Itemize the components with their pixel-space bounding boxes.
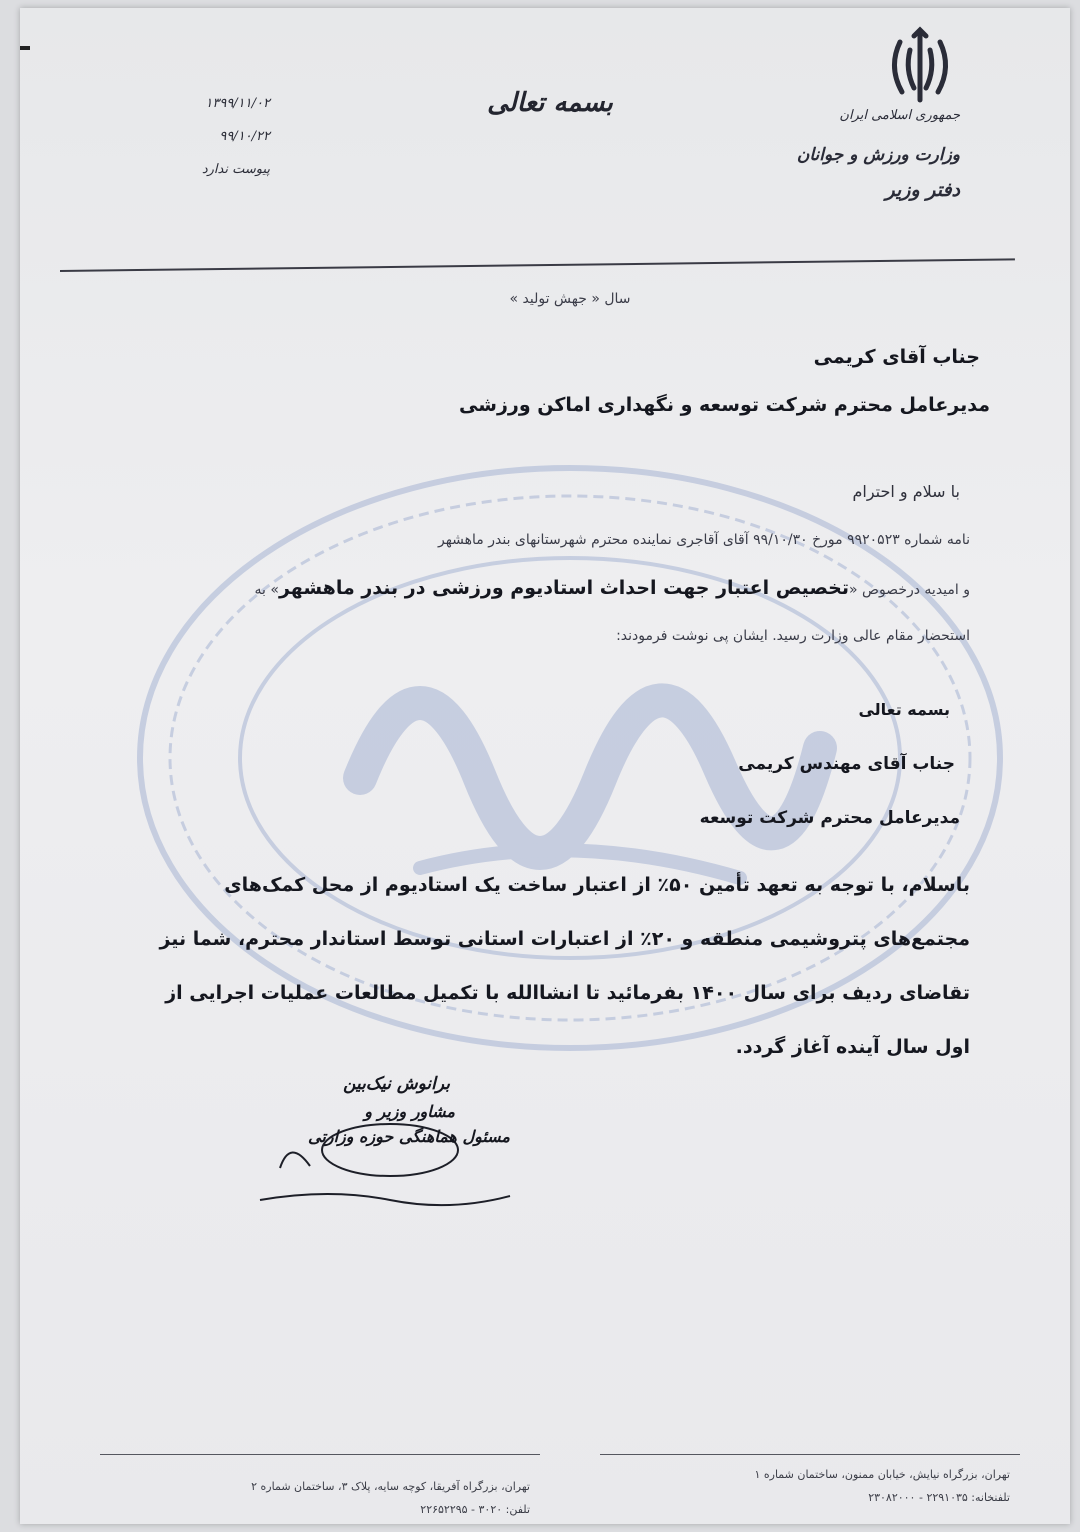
greeting: با سلام و احترام: [852, 482, 960, 501]
body-paragraph-3: استحضار مقام عالی وزارت رسید. ایشان پی نوشت فرمودند:: [616, 628, 970, 644]
note-basmala: بسمه تعالی: [858, 700, 950, 719]
org-country: جمهوری اسلامی ایران: [839, 108, 960, 123]
note-line: تقاضای ردیف برای سال ۱۴۰۰ بفرمائید تا انشاالله با تکمیل مطالعات عملیات اجرایی از: [165, 982, 970, 1004]
footer-divider-right: [600, 1454, 1020, 1455]
subject-highlight: تخصیص اعتبار جهت احداث استادیوم ورزشی در بندر ماهشهر: [278, 577, 849, 599]
note-line: مجتمع‌های پتروشیمی منطقه و ۲۰٪ از اعتبارات استانی توسط استاندار محترم، شما نیز: [159, 928, 970, 950]
org-ministry: وزارت ورزش و جوانان: [796, 145, 960, 165]
org-office: دفتر وزیر: [885, 179, 960, 201]
header-basmala: بسمه تعالی: [487, 88, 613, 118]
signer-position-2: مسئول هماهنگی حوزه وزارتی: [308, 1127, 510, 1146]
body-paragraph-2: [190, 570, 970, 608]
footer-left-address: تهران، بزرگراه آفریقا، کوچه سایه، پلاک ۳، ساختمان شماره ۲: [251, 1480, 530, 1493]
note-line: اول سال آینده آغاز گردد.: [735, 1036, 970, 1058]
header-divider: [60, 258, 1015, 272]
note-position: مدیرعامل محترم شرکت توسعه: [699, 808, 960, 828]
recipient-position: مدیرعامل محترم شرکت توسعه و نگهداری اماکن ورزشی: [459, 394, 990, 416]
para-2-prefix: و امیدیه درخصوص «: [849, 582, 970, 598]
para-2-suffix: » به: [254, 582, 279, 598]
edge-mark: [20, 46, 30, 50]
iran-emblem-icon: [870, 22, 970, 112]
footer-address-left: [110, 1480, 530, 1524]
note-text: [110, 858, 970, 1074]
body-paragraph-1: نامه شماره ۹۹۲۰۵۲۳ مورخ ۹۹/۱۰/۳۰ آقای آقاجری نماینده محترم شهرستانهای بندر ماهشهر: [437, 532, 970, 548]
note-addressee: جناب آقای مهندس کریمی: [738, 754, 955, 774]
footer-left-phone: تلفن: ۳۰۲۰ - ۲۲۶۵۲۲۹۵: [420, 1503, 530, 1516]
letter-meta: [140, 96, 270, 195]
signature-block: [250, 1074, 510, 1146]
organization-header: [790, 108, 960, 201]
footer-right-phone: تلفنخانه: ۲۲۹۱۰۳۵ - ۲۳۰۸۲۰۰۰: [868, 1491, 1010, 1504]
footer-right-address: تهران، بزرگراه نیایش، خیابان ممنون، ساختمان شماره ۱: [754, 1468, 1010, 1481]
recipient-title: جناب آقای کریمی: [813, 346, 980, 368]
footer-address-right: [610, 1468, 1010, 1514]
year-slogan: سال « جهش تولید »: [509, 291, 631, 307]
letter-page: [20, 8, 1070, 1524]
signer-position-1: مشاور وزیر و: [364, 1102, 455, 1121]
footer-divider-left: [100, 1454, 540, 1455]
meta-number: ۹۹/۱۰/۲۲: [219, 129, 270, 144]
meta-date: ۱۳۹۹/۱۱/۰۲: [205, 96, 270, 111]
note-line: باسلام، با توجه به تعهد تأمین ۵۰٪ از اعتبار ساخت یک استادیوم از محل کمک‌های: [224, 874, 970, 896]
signer-name: برانوش نیک‌بین: [343, 1074, 450, 1094]
meta-attachment: پیوست ندارد: [201, 162, 270, 177]
